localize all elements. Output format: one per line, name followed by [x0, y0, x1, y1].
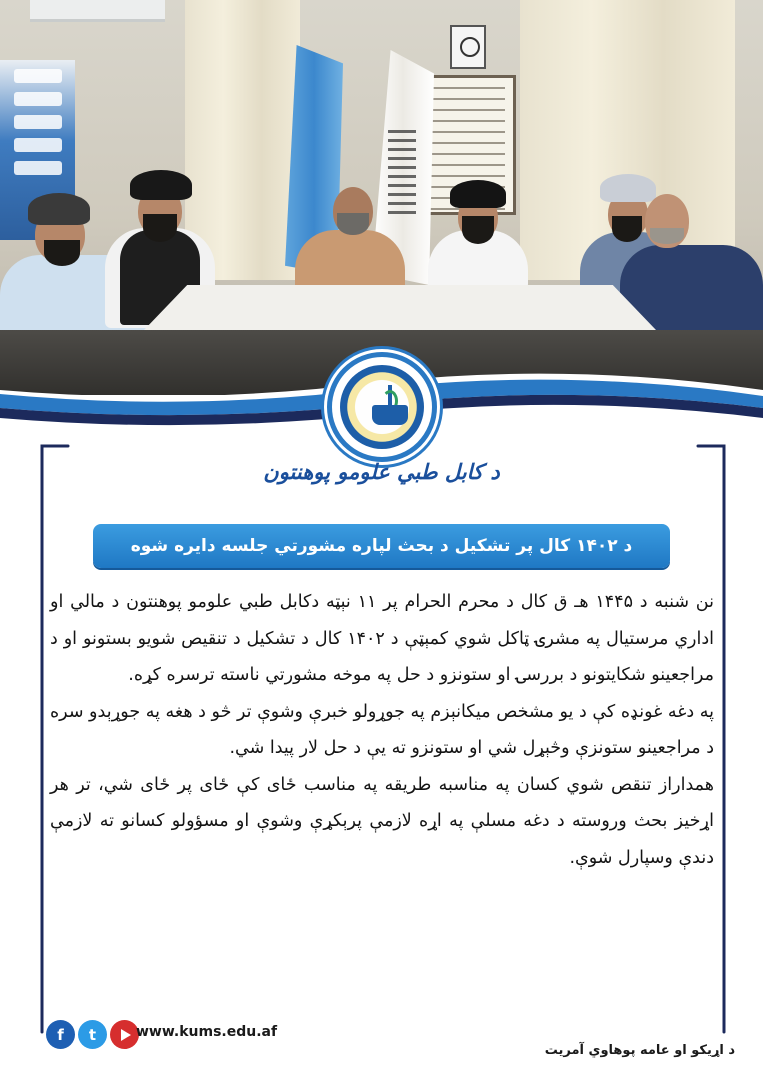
person-center: [295, 185, 415, 295]
twitter-icon[interactable]: t: [78, 1020, 107, 1049]
person-center-right: [428, 180, 538, 290]
footer-credit: د اړيکو او عامه پوهاوي آمريت: [544, 1043, 735, 1058]
headline-banner: [93, 524, 670, 568]
article-paragraph: همداراز تنقص شوي کسان په مناسبه طريقه په مناسب ځای کې ځای پر ځای شي، تر هر اړخيز بحث وروسته د دغه مسلې په اړه لازمې پرېکړې وشوې او مسؤولو کسانو ته لازمې دندې وسپارل شوې.: [50, 774, 714, 868]
headline: د ۱۴۰۲ کال پر تشکیل د بحث لپاره مشورتي جلسه دایره شوه: [130, 536, 633, 556]
university-name: د کابل طبي علومو پوهنتون: [263, 460, 500, 484]
website-link[interactable]: www.kums.edu.af: [136, 1024, 278, 1040]
clock-icon: [450, 25, 486, 69]
youtube-icon[interactable]: [110, 1020, 139, 1049]
article-paragraph: په دغه غونډه کې د يو مشخص ميکانېزم په جوړولو خبرې وشوې تر څو د هغه په جوړېدو سره د مراجعينو ستونزې وڅېړل شي او ستونزو ته يې د حل لار پيدا شي.: [50, 701, 714, 758]
social-links: [46, 1020, 139, 1049]
book-icon: [372, 405, 408, 425]
air-conditioner: [30, 0, 165, 22]
facebook-icon[interactable]: f: [46, 1020, 75, 1049]
article-paragraph: نن شنبه د ۱۴۴۵ هـ ق کال د محرم الحرام پر ۱۱ نېټه دکابل طبي علومو پوهنتون د مالي او اداري مرستیال په مشرۍ ټاکل شوي کمېټې د ۱۴۰۲ کال د تشکیل د تنقیص شویو بستونو او د مراجعینو شکایتونو د بررسۍ او ستونزو د حل په موخه مشورتي ناسته ترسره کړه.: [50, 592, 714, 685]
meeting-photo: [0, 0, 763, 395]
article-body: [50, 584, 714, 876]
